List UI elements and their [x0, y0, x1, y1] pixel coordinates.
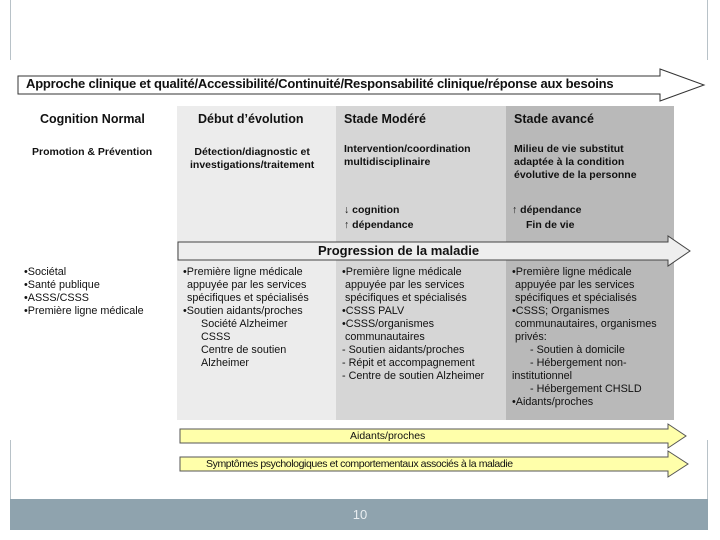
- service-item: - Répit et accompagnement: [342, 357, 475, 369]
- service-item: - Hébergement non-: [530, 357, 627, 369]
- service-item: Alzheimer: [201, 357, 250, 369]
- subtitle-line: investigations/traitement: [190, 159, 315, 171]
- stage-subtitle-1: [32, 146, 152, 159]
- caregivers-arrow-label: Aidants/proches: [350, 430, 426, 442]
- service-item: privés:: [515, 331, 547, 343]
- subtitle-line: Promotion & Prévention: [32, 146, 153, 158]
- stage-title-1: Cognition Normal: [40, 112, 145, 126]
- stage-subtitle-4: [514, 143, 637, 182]
- service-item: CSSS: [201, 331, 231, 343]
- service-item: - Centre de soutien Alzheimer: [342, 370, 485, 382]
- service-item: Société Alzheimer: [201, 318, 288, 330]
- service-item: - Soutien à domicile: [530, 344, 625, 356]
- service-item: •Première ligne médicale: [512, 266, 632, 278]
- service-item: appuyée par les services: [345, 279, 465, 291]
- stage-indicators-4: [512, 203, 581, 233]
- stage-subtitle-3: [344, 143, 471, 169]
- service-item: spécifiques et spécialisés: [515, 292, 637, 304]
- dependence-increase-indicator: ↑ dépendance: [512, 204, 582, 216]
- services-list-4: [512, 266, 657, 409]
- services-list-2: [183, 266, 309, 370]
- subtitle-line: Milieu de vie substitut: [514, 143, 624, 155]
- service-item: appuyée par les services: [187, 279, 307, 291]
- service-item: •Aidants/proches: [512, 396, 594, 408]
- services-list-3: [342, 266, 484, 383]
- subtitle-line: Détection/diagnostic et: [194, 146, 310, 158]
- caregivers-arrow: [180, 424, 686, 448]
- service-item: •Santé publique: [24, 279, 100, 291]
- stage-title-4: Stade avancé: [514, 112, 594, 126]
- subtitle-line: Intervention/coordination: [344, 143, 471, 155]
- progression-label: Progression de la maladie: [318, 243, 480, 258]
- subtitle-line: multidisciplinaire: [344, 156, 431, 168]
- services-list-1: [24, 266, 144, 318]
- cognition-decrease-indicator: ↓ cognition: [344, 204, 400, 216]
- service-item: - Hébergement CHSLD: [530, 383, 642, 395]
- service-item: communautaires, organismes: [515, 318, 657, 330]
- service-item: •ASSS/CSSS: [24, 292, 89, 304]
- service-item: •Soutien aidants/proches: [183, 305, 303, 317]
- symptoms-arrow-label: Symptômes psychologiques et comportementaux associés à la maladie: [206, 458, 513, 470]
- service-item: •Première ligne médicale: [24, 305, 144, 317]
- dependence-increase-indicator: ↑ dépendance: [344, 219, 414, 231]
- page-number: 10: [352, 507, 368, 522]
- service-item: •Sociétal: [24, 266, 67, 278]
- service-item: •CSSS/organismes: [342, 318, 434, 330]
- service-item: •CSSS PALV: [342, 305, 405, 317]
- service-item: - Soutien aidants/proches: [342, 344, 465, 356]
- stage-subtitle-2: [190, 146, 314, 172]
- service-item: •Première ligne médicale: [342, 266, 462, 278]
- service-item: spécifiques et spécialisés: [345, 292, 467, 304]
- stage-title-3: Stade Modéré: [344, 112, 426, 126]
- service-item: spécifiques et spécialisés: [187, 292, 309, 304]
- service-item: communautaires: [345, 331, 425, 343]
- service-item: •CSSS; Organismes: [512, 305, 610, 317]
- stage-title-2: Début d’évolution: [198, 112, 304, 126]
- service-item: •Première ligne médicale: [183, 266, 303, 278]
- service-item: appuyée par les services: [515, 279, 635, 291]
- subtitle-line: adaptée à la condition: [514, 156, 625, 168]
- service-item: institutionnel: [512, 370, 573, 382]
- end-of-life-indicator: Fin de vie: [526, 219, 575, 231]
- top-arrow-label: Approche clinique et qualité/Accessibilité/Continuité/Responsabilité clinique/réponse aux besoins: [26, 76, 614, 91]
- service-item: Centre de soutien: [201, 344, 287, 356]
- subtitle-line: évolutive de la personne: [514, 169, 637, 181]
- stage-indicators-3: [344, 203, 413, 233]
